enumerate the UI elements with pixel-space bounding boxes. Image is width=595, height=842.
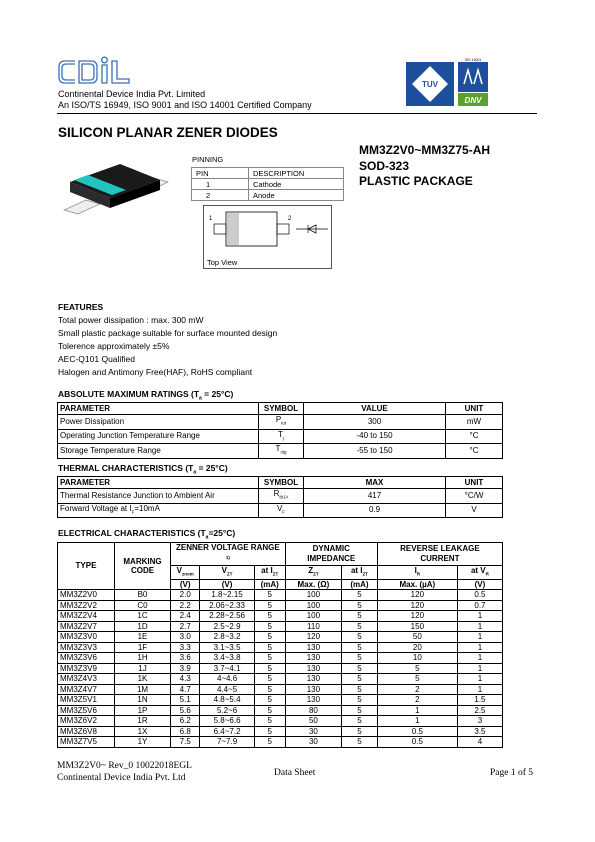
electrical-cell: MM3Z6V8 xyxy=(58,726,115,737)
symbol-cell: $R_{thJA}$ xyxy=(259,489,304,504)
electrical-title: ELECTRICAL CHARACTERISTICS $(T_a=25^\circ C)$ xyxy=(58,528,236,541)
electrical-unit-cell: (V) xyxy=(200,579,254,590)
footer-company: Continental Device India Pvt. Ltd xyxy=(57,773,186,783)
electrical-cell: 5 xyxy=(342,611,378,622)
part-info xyxy=(359,143,490,190)
electrical-cell: 5 xyxy=(254,737,285,748)
unit-cell: °C xyxy=(446,429,503,444)
electrical-cell: 5 xyxy=(254,642,285,653)
electrical-row xyxy=(58,621,503,632)
electrical-row xyxy=(58,642,503,653)
pinning-title: PINNING xyxy=(192,155,224,164)
electrical-cell: 7~7.9 xyxy=(200,737,254,748)
abs-max-title: ABSOLUTE MAXIMUM RATINGS $(T_a = 25^\circ C)$ xyxy=(58,389,234,402)
electrical-cell: 50 xyxy=(377,632,457,643)
sod323-package-icon xyxy=(60,160,170,222)
electrical-cell: 1 xyxy=(457,674,502,685)
electrical-cell: MM3Z2V2 xyxy=(58,600,115,611)
electrical-cell: MM3Z2V7 xyxy=(58,621,115,632)
electrical-cell: MM3Z4V3 xyxy=(58,674,115,685)
pin-description: Anode xyxy=(249,190,344,201)
features-title: FEATURES xyxy=(58,302,104,312)
feature-item: Small plastic package suitable for surface mounted design xyxy=(58,328,278,338)
electrical-cell: 120 xyxy=(377,611,457,622)
abs-max-header-row xyxy=(58,403,503,415)
electrical-subheader-cell: $I_R$ xyxy=(377,565,457,579)
electrical-cell: 130 xyxy=(285,674,341,685)
electrical-cell: 5 xyxy=(342,632,378,643)
electrical-subheader-cell: at $V_R$ xyxy=(457,565,502,579)
electrical-row xyxy=(58,653,503,664)
pinning-table xyxy=(191,167,344,201)
electrical-cell: 5.2~6 xyxy=(200,705,254,716)
value-cell: 417 xyxy=(304,489,446,504)
electrical-cell: 1 xyxy=(457,611,502,622)
part-number: MM3Z2V0~MM3Z75-AH xyxy=(359,143,491,157)
electrical-cell: MM3Z3V3 xyxy=(58,642,115,653)
electrical-cell: 5 xyxy=(342,726,378,737)
cdil-logo xyxy=(57,55,137,89)
electrical-cell: 3.0 xyxy=(171,632,200,643)
parameter-header: PARAMETER xyxy=(58,477,259,489)
iso-14001-label: ISO 14001 xyxy=(464,58,482,62)
electrical-row xyxy=(58,611,503,622)
electrical-cell: 5 xyxy=(377,674,457,685)
company-name: Continental Device India Pvt. Limited xyxy=(58,89,206,99)
package-type: PLASTIC PACKAGE xyxy=(359,174,473,188)
electrical-group-header-row xyxy=(58,543,503,566)
electrical-cell: 1K xyxy=(115,674,171,685)
electrical-row xyxy=(58,632,503,643)
tuv-badge-icon xyxy=(406,62,454,106)
top-view-label: Top View xyxy=(207,258,238,267)
electrical-cell: 5 xyxy=(342,621,378,632)
electrical-cell: MM3Z3V6 xyxy=(58,653,115,664)
thermal-title: THERMAL CHARACTERISTICS $(T_a = 25^\circ C)$ xyxy=(58,463,228,476)
electrical-cell: 1H xyxy=(115,653,171,664)
electrical-cell: 3.9 xyxy=(171,663,200,674)
electrical-cell: 5 xyxy=(254,653,285,664)
electrical-cell: 6.8 xyxy=(171,726,200,737)
thermal-header-row xyxy=(58,477,503,489)
feature-item: Total power dissipation : max. 300 mW xyxy=(58,315,204,325)
electrical-cell: 130 xyxy=(285,642,341,653)
electrical-row xyxy=(58,600,503,611)
electrical-unit-cell: Max. (µA) xyxy=(377,579,457,590)
electrical-cell: 120 xyxy=(377,590,457,601)
electrical-cell: 1 xyxy=(377,716,457,727)
electrical-cell: 2 xyxy=(377,695,457,706)
electrical-cell: 1M xyxy=(115,684,171,695)
electrical-cell: 3.3 xyxy=(171,642,200,653)
electrical-cell: 1.5 xyxy=(457,695,502,706)
electrical-cell: 5 xyxy=(342,737,378,748)
symbol-cell: $V_F$ xyxy=(259,503,304,518)
electrical-cell: 5.1 xyxy=(171,695,200,706)
thermal-table xyxy=(57,476,503,518)
electrical-cell: 130 xyxy=(285,684,341,695)
electrical-cell: 2.5 xyxy=(457,705,502,716)
electrical-cell: 2 xyxy=(377,684,457,695)
electrical-cell: 1C xyxy=(115,611,171,622)
unit-header: UNIT xyxy=(446,477,503,489)
electrical-subheader-cell: $Z_{ZT}$ xyxy=(285,565,341,579)
electrical-cell: 5 xyxy=(342,716,378,727)
electrical-cell: 2.2 xyxy=(171,600,200,611)
pinning-row xyxy=(192,190,344,201)
electrical-cell: 1Y xyxy=(115,737,171,748)
page-title: SILICON PLANAR ZENER DIODES xyxy=(58,125,278,140)
electrical-cell: 100 xyxy=(285,600,341,611)
electrical-cell: 5 xyxy=(342,653,378,664)
electrical-table xyxy=(57,542,503,748)
electrical-row xyxy=(58,684,503,695)
electrical-cell: 10 xyxy=(377,653,457,664)
electrical-cell: C0 xyxy=(115,600,171,611)
electrical-cell: 5 xyxy=(342,663,378,674)
zener-header: ZENNER VOLTAGE RANGE $^{1)}$ xyxy=(171,543,286,566)
top-view-diagram xyxy=(203,205,332,269)
symbol-cell: $T_{stg}$ xyxy=(259,444,304,459)
electrical-cell: MM3Z3V9 xyxy=(58,663,115,674)
electrical-row xyxy=(58,590,503,601)
electrical-cell: 3.1~3.5 xyxy=(200,642,254,653)
value-header: VALUE xyxy=(304,403,446,415)
header-rule xyxy=(57,113,537,114)
electrical-cell: 5 xyxy=(254,621,285,632)
electrical-cell: 5 xyxy=(254,674,285,685)
symbol-cell: $T_j$ xyxy=(259,429,304,444)
unit-cell: mW xyxy=(446,415,503,430)
type-header: TYPE xyxy=(58,543,115,590)
electrical-cell: 1P xyxy=(115,705,171,716)
electrical-cell: 150 xyxy=(377,621,457,632)
electrical-cell: 5 xyxy=(254,632,285,643)
electrical-cell: 30 xyxy=(285,726,341,737)
electrical-row xyxy=(58,674,503,685)
electrical-cell: 4.7 xyxy=(171,684,200,695)
electrical-cell: 5 xyxy=(254,705,285,716)
dynamic-impedance-header: DYNAMIC IMPEDANCE xyxy=(285,543,377,566)
electrical-cell: 2.4 xyxy=(171,611,200,622)
abs-max-row xyxy=(58,444,503,459)
electrical-cell: MM3Z5V1 xyxy=(58,695,115,706)
electrical-subheader-cell: $V_{znom}$ xyxy=(171,565,200,579)
electrical-cell: 5.8~6.6 xyxy=(200,716,254,727)
feature-item: AEC-Q101 Qualified xyxy=(58,354,136,364)
electrical-cell: 1F xyxy=(115,642,171,653)
electrical-row xyxy=(58,737,503,748)
electrical-cell: 1J xyxy=(115,663,171,674)
electrical-cell: 2.8~3.2 xyxy=(200,632,254,643)
electrical-cell: MM3Z3V0 xyxy=(58,632,115,643)
parameter-cell: Power Dissipation xyxy=(58,415,259,430)
electrical-cell: 1R xyxy=(115,716,171,727)
electrical-row xyxy=(58,705,503,716)
electrical-cell: 130 xyxy=(285,695,341,706)
electrical-row xyxy=(58,716,503,727)
unit-cell: °C xyxy=(446,444,503,459)
electrical-cell: 5 xyxy=(254,695,285,706)
electrical-cell: 130 xyxy=(285,653,341,664)
electrical-cell: 6.2 xyxy=(171,716,200,727)
electrical-cell: 1D xyxy=(115,621,171,632)
electrical-cell: 5 xyxy=(254,726,285,737)
pin-description: Cathode xyxy=(249,179,344,190)
electrical-subheader-cell: at $I_{ZT}$ xyxy=(342,565,378,579)
electrical-cell: 3.6 xyxy=(171,653,200,664)
electrical-cell: 2.28~2.56 xyxy=(200,611,254,622)
electrical-cell: 5 xyxy=(342,642,378,653)
dnv-label: DNV xyxy=(464,96,482,105)
electrical-unit-cell: (mA) xyxy=(342,579,378,590)
electrical-cell: 0.5 xyxy=(457,590,502,601)
electrical-row xyxy=(58,695,503,706)
package-name: SOD-323 xyxy=(359,158,410,173)
electrical-cell: 2.5~2.9 xyxy=(200,621,254,632)
electrical-cell: 100 xyxy=(285,590,341,601)
electrical-cell: 5 xyxy=(254,663,285,674)
electrical-cell: 1N xyxy=(115,695,171,706)
electrical-cell: 0.7 xyxy=(457,600,502,611)
description-header: DESCRIPTION xyxy=(249,168,344,179)
electrical-cell: 5 xyxy=(342,695,378,706)
electrical-body xyxy=(58,590,503,748)
electrical-cell: 5.6 xyxy=(171,705,200,716)
abs-max-row xyxy=(58,415,503,430)
symbol-header: SYMBOL xyxy=(259,403,304,415)
electrical-cell: 20 xyxy=(377,642,457,653)
unit-cell: °C/W xyxy=(446,489,503,504)
max-header: MAX xyxy=(304,477,446,489)
electrical-cell: 1 xyxy=(457,632,502,643)
electrical-cell: 1 xyxy=(457,642,502,653)
electrical-cell: 5 xyxy=(254,590,285,601)
parameter-cell: Storage Temperature Range xyxy=(58,444,259,459)
symbol-cell: $P_{tot}$ xyxy=(259,415,304,430)
footer-center: Data Sheet xyxy=(274,768,316,778)
abs-max-table xyxy=(57,402,503,459)
electrical-cell: 5 xyxy=(342,590,378,601)
electrical-cell: 4 xyxy=(457,737,502,748)
value-cell: -55 to 150 xyxy=(304,444,446,459)
electrical-cell: 7.5 xyxy=(171,737,200,748)
value-cell: -40 to 150 xyxy=(304,429,446,444)
parameter-cell: Forward Voltage at $I_F=10mA$ xyxy=(58,503,259,518)
electrical-cell: 5 xyxy=(342,600,378,611)
footer-page: Page 1 of 5 xyxy=(490,768,534,778)
electrical-cell: MM3Z7V5 xyxy=(58,737,115,748)
pin2-label: 2 xyxy=(288,216,292,222)
electrical-cell: 3.5 xyxy=(457,726,502,737)
pin1-label: 1 xyxy=(209,216,213,222)
electrical-cell: 80 xyxy=(285,705,341,716)
electrical-cell: 4~4.6 xyxy=(200,674,254,685)
pinning-row xyxy=(192,179,344,190)
electrical-cell: B0 xyxy=(115,590,171,601)
electrical-subheader-cell: at $I_{ZT}$ xyxy=(254,565,285,579)
electrical-cell: MM3Z2V4 xyxy=(58,611,115,622)
electrical-cell: 5 xyxy=(342,684,378,695)
electrical-cell: 2.7 xyxy=(171,621,200,632)
value-cell: 300 xyxy=(304,415,446,430)
electrical-cell: 0.5 xyxy=(377,737,457,748)
electrical-cell: 5 xyxy=(254,600,285,611)
pin-header: PIN xyxy=(192,168,249,179)
electrical-cell: 30 xyxy=(285,737,341,748)
electrical-cell: 6.4~7.2 xyxy=(200,726,254,737)
electrical-row xyxy=(58,726,503,737)
certification-badges xyxy=(406,58,488,106)
electrical-cell: 3.4~3.8 xyxy=(200,653,254,664)
electrical-cell: 3.7~4.1 xyxy=(200,663,254,674)
footer-doc-id: MM3Z2V0~ Rev_0 10022018EGL xyxy=(57,761,192,771)
electrical-cell: 1.8~2.15 xyxy=(200,590,254,601)
thermal-row xyxy=(58,489,503,504)
electrical-cell: 4.4~5 xyxy=(200,684,254,695)
tuv-label: TUV xyxy=(422,80,438,89)
electrical-cell: 1 xyxy=(457,684,502,695)
electrical-cell: 5 xyxy=(342,674,378,685)
electrical-cell: MM3Z6V2 xyxy=(58,716,115,727)
abs-max-row xyxy=(58,429,503,444)
electrical-cell: 120 xyxy=(377,600,457,611)
electrical-cell: 5 xyxy=(377,663,457,674)
electrical-cell: 0.5 xyxy=(377,726,457,737)
electrical-unit-cell: (V) xyxy=(457,579,502,590)
pinning-header-row xyxy=(192,168,344,179)
electrical-cell: 2.06~2.33 xyxy=(200,600,254,611)
electrical-cell: 50 xyxy=(285,716,341,727)
electrical-cell: 1X xyxy=(115,726,171,737)
electrical-subheader-cell: $V_{ZT}$ xyxy=(200,565,254,579)
electrical-cell: 120 xyxy=(285,632,341,643)
unit-header: UNIT xyxy=(446,403,503,415)
electrical-cell: 110 xyxy=(285,621,341,632)
electrical-cell: 1 xyxy=(457,653,502,664)
pin-number: 2 xyxy=(192,190,249,201)
electrical-cell: 1 xyxy=(377,705,457,716)
electrical-unit-cell: Max. (Ω) xyxy=(285,579,341,590)
certifications-line: An ISO/TS 16949, ISO 9001 and ISO 14001 Certified Company xyxy=(58,100,312,110)
thermal-row xyxy=(58,503,503,518)
symbol-header: SYMBOL xyxy=(259,477,304,489)
feature-item: Halogen and Antimony Free(HAF), RoHS compliant xyxy=(58,367,253,377)
electrical-cell: 130 xyxy=(285,663,341,674)
electrical-cell: 1E xyxy=(115,632,171,643)
parameter-header: PARAMETER xyxy=(58,403,259,415)
marking-header: MARKING CODE xyxy=(115,543,171,590)
electrical-unit-cell: (V) xyxy=(171,579,200,590)
electrical-cell: 4.8~5.4 xyxy=(200,695,254,706)
electrical-row xyxy=(58,663,503,674)
parameter-cell: Operating Junction Temperature Range xyxy=(58,429,259,444)
parameter-cell: Thermal Resistance Junction to Ambient Air xyxy=(58,489,259,504)
electrical-cell: 5 xyxy=(254,684,285,695)
electrical-cell: 5 xyxy=(254,716,285,727)
electrical-cell: 1 xyxy=(457,663,502,674)
reverse-leakage-header: REVERSE LEAKAGE CURRENT xyxy=(377,543,502,566)
feature-item: Tolerence approximately ±5% xyxy=(58,341,170,351)
pin-number: 1 xyxy=(192,179,249,190)
electrical-cell: 1 xyxy=(457,621,502,632)
electrical-cell: MM3Z2V0 xyxy=(58,590,115,601)
unit-cell: V xyxy=(446,503,503,518)
value-cell: 0.9 xyxy=(304,503,446,518)
electrical-cell: MM3Z4V7 xyxy=(58,684,115,695)
electrical-cell: 4.3 xyxy=(171,674,200,685)
electrical-cell: 3 xyxy=(457,716,502,727)
electrical-cell: MM3Z5V6 xyxy=(58,705,115,716)
electrical-unit-cell: (mA) xyxy=(254,579,285,590)
dnv-badge-icon xyxy=(458,58,488,106)
electrical-cell: 2.0 xyxy=(171,590,200,601)
electrical-cell: 100 xyxy=(285,611,341,622)
electrical-cell: 5 xyxy=(342,705,378,716)
electrical-cell: 5 xyxy=(254,611,285,622)
